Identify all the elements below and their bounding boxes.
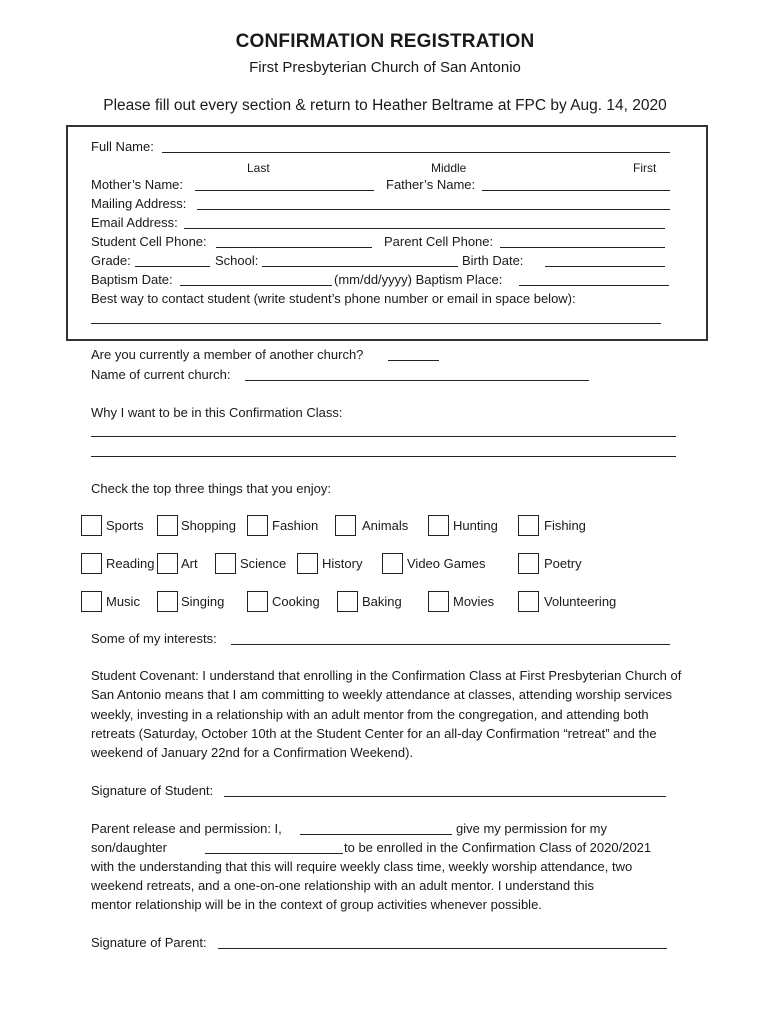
member-answer-field[interactable] xyxy=(388,360,439,361)
grade-label: Grade: xyxy=(91,253,131,268)
movies-checkbox[interactable] xyxy=(428,591,449,612)
birth-date-field[interactable] xyxy=(545,266,665,267)
church-name: First Presbyterian Church of San Antonio xyxy=(249,59,521,76)
fashion-checkbox[interactable] xyxy=(247,515,268,536)
parent-signature-field[interactable] xyxy=(218,948,667,949)
school-field[interactable] xyxy=(262,266,458,267)
check-interests-label: Check the top three things that you enjoy: xyxy=(91,481,331,496)
current-church-field[interactable] xyxy=(245,380,589,381)
member-question: Are you currently a member of another church? xyxy=(91,347,364,362)
some-interests-label: Some of my interests: xyxy=(91,631,217,646)
full-name-label: Full Name: xyxy=(91,139,154,154)
page-title: CONFIRMATION REGISTRATION xyxy=(235,31,535,52)
parent-cell-label: Parent Cell Phone: xyxy=(384,234,494,249)
student-cell-field[interactable] xyxy=(216,247,372,248)
contact-label: Best way to contact student (write student’s phone number or email in space below): xyxy=(91,291,576,306)
mother-name-label: Mother’s Name: xyxy=(91,177,183,192)
shopping-checkbox[interactable] xyxy=(157,515,178,536)
contact-field[interactable] xyxy=(91,323,661,324)
fishing-label: Fishing xyxy=(544,518,586,533)
why-label: Why I want to be in this Confirmation Class: xyxy=(91,405,343,420)
fashion-label: Fashion xyxy=(272,518,319,533)
singing-label: Singing xyxy=(181,594,225,609)
school-label: School: xyxy=(215,253,259,268)
volunteering-label: Volunteering xyxy=(544,594,617,609)
mailing-address-field[interactable] xyxy=(197,209,670,210)
cooking-label: Cooking xyxy=(272,594,320,609)
sports-checkbox[interactable] xyxy=(81,515,102,536)
birth-date-label: Birth Date: xyxy=(462,253,524,268)
student-signature-field[interactable] xyxy=(224,796,666,797)
parent-signature-label: Signature of Parent: xyxy=(91,935,207,950)
video-games-checkbox[interactable] xyxy=(382,553,403,574)
cooking-checkbox[interactable] xyxy=(247,591,268,612)
video-games-label: Video Games xyxy=(407,556,486,571)
student-covenant: Student Covenant: I understand that enrolling in the Confirmation Class at First Presbyterian Church of San Antonio means that I am committing to weekly attendance at classes, attending worship services weekly, investing in a relationship with an adult mentor from the congregation, and attending both retreats (Saturday, October 10th at the Student Center for an all-day Confirmation “retreat” and the weekend of January 22nd for a Confirmation Weekend). xyxy=(91,668,682,761)
middle-name-caption: Middle xyxy=(431,161,467,175)
last-name-caption: Last xyxy=(247,161,270,175)
art-label: Art xyxy=(181,556,198,571)
animals-label: Animals xyxy=(362,518,409,533)
student-signature-label: Signature of Student: xyxy=(91,783,214,798)
current-church-label: Name of current church: xyxy=(91,367,231,382)
reading-label: Reading xyxy=(106,556,155,571)
shopping-label: Shopping xyxy=(181,518,236,533)
parent-name-field[interactable] xyxy=(300,834,452,835)
student-cell-label: Student Cell Phone: xyxy=(91,234,207,249)
parent-release-text-1a: Parent release and permission: I, xyxy=(91,821,282,836)
poetry-label: Poetry xyxy=(544,556,582,571)
student-info-box xyxy=(66,125,708,341)
why-field-line-2[interactable] xyxy=(91,456,676,457)
mother-name-field[interactable] xyxy=(195,190,374,191)
music-label: Music xyxy=(106,594,140,609)
singing-checkbox[interactable] xyxy=(157,591,178,612)
email-label: Email Address: xyxy=(91,215,178,230)
fishing-checkbox[interactable] xyxy=(518,515,539,536)
parent-release-text-3: with the understanding that this will require weekly class time, weekly worship attendance, two xyxy=(91,859,633,874)
baptism-place-label: (mm/dd/yyyy) Baptism Place: xyxy=(334,272,503,287)
father-name-field[interactable] xyxy=(482,190,670,191)
parent-release-text-1b: give my permission for my xyxy=(456,821,607,836)
parent-cell-field[interactable] xyxy=(500,247,665,248)
parent-release-text-2b: to be enrolled in the Confirmation Class of 2020/2021 xyxy=(344,840,652,855)
science-checkbox[interactable] xyxy=(215,553,236,574)
baking-checkbox[interactable] xyxy=(337,591,358,612)
parent-release-text-5: mentor relationship will be in the context of group activities whenever possible. xyxy=(91,897,542,912)
email-field[interactable] xyxy=(184,228,665,229)
movies-label: Movies xyxy=(453,594,495,609)
baptism-date-label: Baptism Date: xyxy=(91,272,173,287)
history-checkbox[interactable] xyxy=(297,553,318,574)
child-name-field[interactable] xyxy=(205,853,343,854)
sports-label: Sports xyxy=(106,518,144,533)
hunting-label: Hunting xyxy=(453,518,498,533)
music-checkbox[interactable] xyxy=(81,591,102,612)
parent-release-text-4: weekend retreats, and a one-on-one relationship with an adult mentor. I understand this xyxy=(91,878,594,893)
animals-checkbox[interactable] xyxy=(335,515,356,536)
baking-label: Baking xyxy=(362,594,402,609)
parent-release-text-2a: son/daughter xyxy=(91,840,167,855)
poetry-checkbox[interactable] xyxy=(518,553,539,574)
instructions: Please fill out every section & return to Heather Beltrame at FPC by Aug. 14, 2020 xyxy=(103,97,667,114)
history-label: History xyxy=(322,556,363,571)
some-interests-field[interactable] xyxy=(231,644,670,645)
hunting-checkbox[interactable] xyxy=(428,515,449,536)
full-name-field[interactable] xyxy=(162,152,670,153)
baptism-date-field[interactable] xyxy=(180,285,332,286)
reading-checkbox[interactable] xyxy=(81,553,102,574)
art-checkbox[interactable] xyxy=(157,553,178,574)
why-field-line-1[interactable] xyxy=(91,436,676,437)
father-name-label: Father’s Name: xyxy=(386,177,476,192)
volunteering-checkbox[interactable] xyxy=(518,591,539,612)
mailing-address-label: Mailing Address: xyxy=(91,196,187,211)
first-name-caption: First xyxy=(633,161,657,175)
baptism-place-field[interactable] xyxy=(519,285,669,286)
grade-field[interactable] xyxy=(135,266,210,267)
science-label: Science xyxy=(240,556,287,571)
